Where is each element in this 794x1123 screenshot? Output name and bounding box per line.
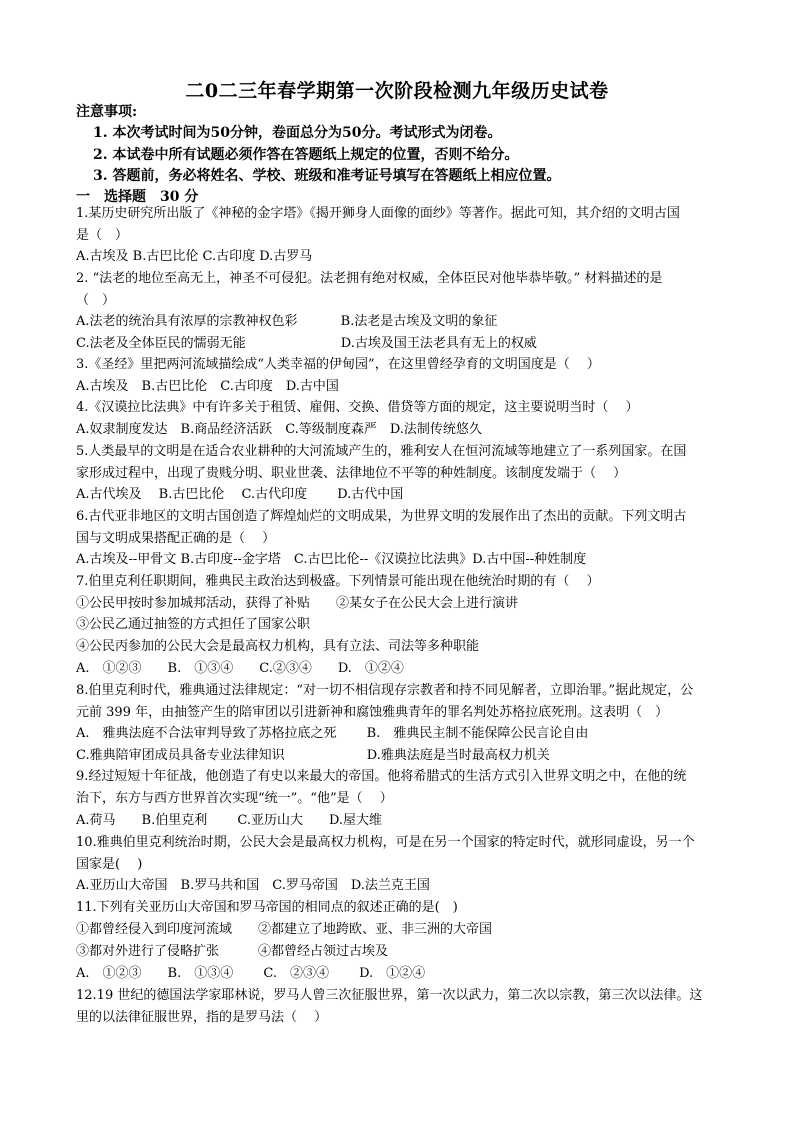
question-10 (76, 832, 726, 875)
question-1 (76, 203, 726, 246)
question-text: 2. “法老的地位至高无上，神圣不可侵犯。法老拥有绝对权威，全体臣民对他毕恭毕敬。” 材料描述的是 (76, 271, 663, 286)
question-options: A.法老的统治具有浓厚的宗教神权色彩 B.法老是古埃及文明的象征 (76, 314, 498, 329)
question-options: A.奴隶制度发达 B.商品经济活跃 C.等级制度森严 D.法制传统悠久 (76, 422, 482, 437)
question-text: 12.19 世纪的德国法学家耶林说，罗马人曾三次征服世界，第一次以武力，第二次以宗教，第三次以法律。这 (76, 988, 703, 1003)
question-4 (76, 397, 726, 419)
question-options: A.古埃及 B.古巴比伦 C.古印度 D.古罗马 (76, 249, 313, 264)
question-text: 10.雅典伯里克利统治时期，公民大会是最高权力机构，可是在另一个国家的特定时代，就形同虚设，另一个 (76, 835, 695, 850)
question-3 (76, 354, 726, 376)
question-options: A.古埃及--甲骨文 B.古印度--金字塔 C.古巴比伦--《汉谟拉比法典》D.古中国--种姓制度 (76, 552, 587, 567)
question-text: 3.《圣经》里把两河流域描绘成“人类幸福的伊甸园”，在这里曾经孕育的文明国度是（ ） (76, 357, 600, 372)
section-heading: 一 选择题 30 分 (76, 189, 199, 205)
question-text: 9.经过短短十年征战，他创造了有史以来最大的帝国。他将希腊式的生活方式引入世界文明之中，在他的统 (76, 769, 687, 784)
exam-title: 二0二三年春学期第一次阶段检测九年级历史试卷 (185, 80, 609, 102)
question-text: 国家是( ) (76, 856, 143, 872)
question-2 (76, 268, 726, 311)
question-text: 1.某历史研究所出版了《神秘的金字塔》《揭开狮身人面像的面纱》等著作。据此可知，其介绍的文明古国 (76, 206, 680, 221)
question-text: 是（ ） (76, 227, 129, 243)
question-options: C.雅典陪审团成员具备专业法律知识 D.雅典法庭是当时最高权力机关 (76, 748, 550, 763)
question-text: 国与文明成果搭配正确的是（ ） (76, 530, 276, 546)
question-options: A. ①②③ B. ①③④ C. ②③④ D. ①②④ (76, 966, 426, 981)
question-text: 元前 399 年，由抽签产生的陪审团以引进新神和腐蚀雅典青年的罪名判处苏格拉底死刑。这表明（ ） (76, 704, 669, 720)
notice-label: 注意事项: (76, 104, 138, 120)
question-options: A.古埃及 B.古巴比伦 C.古印度 D.古中国 (76, 379, 339, 394)
question-options: A.亚历山大帝国 B.罗马共和国 C.罗马帝国 D.法兰克王国 (76, 878, 430, 893)
question-text: 6.古代亚非地区的文明古国创造了辉煌灿烂的文明成果，为世界文明的发展作出了杰出的贡献。下列文明古 (76, 509, 687, 524)
question-text: 4.《汉谟拉比法典》中有许多关于租赁、雇佣、交换、借贷等方面的规定，这主要说明当时（ ） (76, 400, 639, 415)
question-text: 7.伯里克利任职期间，雅典民主政治达到极盛。下列情景可能出现在他统治时期的有（ ） (76, 574, 600, 589)
question-text: 8.伯里克利时代，雅典通过法律规定：“对一切不相信现存宗教者和持不同见解者，立即治罪。”据此规定，公 (76, 683, 694, 698)
question-6 (76, 506, 726, 549)
notice-item: 1. 本次考试时间为50分钟，卷面总分为50分。考试形式为闭卷。 (93, 125, 502, 141)
question-text: 里的以法律征服世界，指的是罗马法（ ） (76, 1009, 328, 1025)
question-9 (76, 766, 726, 809)
question-text: 5.人类最早的文明是在适合农业耕种的大河流域产生的，雅利安人在恒河流域等地建立了一系列国家。在国 (76, 444, 687, 459)
question-5 (76, 441, 726, 484)
question-text: 11.下列有关亚历山大帝国和罗马帝国的相同点的叙述正确的是( ) (76, 900, 458, 915)
question-options: ①都曾经侵入到印度河流域 ②都建立了地跨欧、亚、非三洲的大帝国 (76, 922, 493, 937)
question-options: ①公民甲按时参加城邦活动，获得了补贴 ②某女子在公民大会上进行演讲 (76, 596, 519, 611)
notice-item: 2. 本试卷中所有试题必须作答在答题纸上规定的位置，否则不给分。 (93, 147, 519, 163)
question-options: C.法老及全体臣民的懦弱无能 D.古埃及国王法老具有无上的权威 (76, 336, 537, 351)
question-options: ③都对外进行了侵略扩张 ④都曾经占领过古埃及 (76, 944, 389, 959)
question-options: A.荷马 B.伯里克利 C.亚历山大 D.屋大维 (76, 813, 383, 828)
question-7 (76, 571, 726, 593)
question-options: A.古代埃及 B.古巴比伦 C.古代印度 D.古代中国 (76, 487, 404, 502)
question-options: ③公民乙通过抽签的方式担任了国家公职 (76, 617, 311, 632)
question-text: （ ） (76, 292, 116, 308)
question-options: A. 雅典法庭不合法审判导致了苏格拉底之死 B. 雅典民主制不能保障公民言论自由 (76, 726, 589, 741)
question-text: 治下，东方与西方世界首次实现“统一”。“他”是（ ） (76, 790, 393, 806)
question-8 (76, 680, 726, 723)
notice-item: 3. 答题前，务必将姓名、学校、班级和准考证号填写在答题纸上相应位置。 (93, 168, 561, 184)
question-12 (76, 985, 726, 1028)
question-options: A. ①②③ B. ①③④ C.②③④ D. ①②④ (76, 661, 404, 676)
question-options: ④公民丙参加的公民大会是最高权力机构，具有立法、司法等多种职能 (76, 639, 480, 654)
question-text: 家形成过程中，出现了贵贱分明、职业世袭、法律地位不平等的种姓制度。该制度发端于（ ） (76, 465, 627, 481)
question-11 (76, 897, 726, 919)
